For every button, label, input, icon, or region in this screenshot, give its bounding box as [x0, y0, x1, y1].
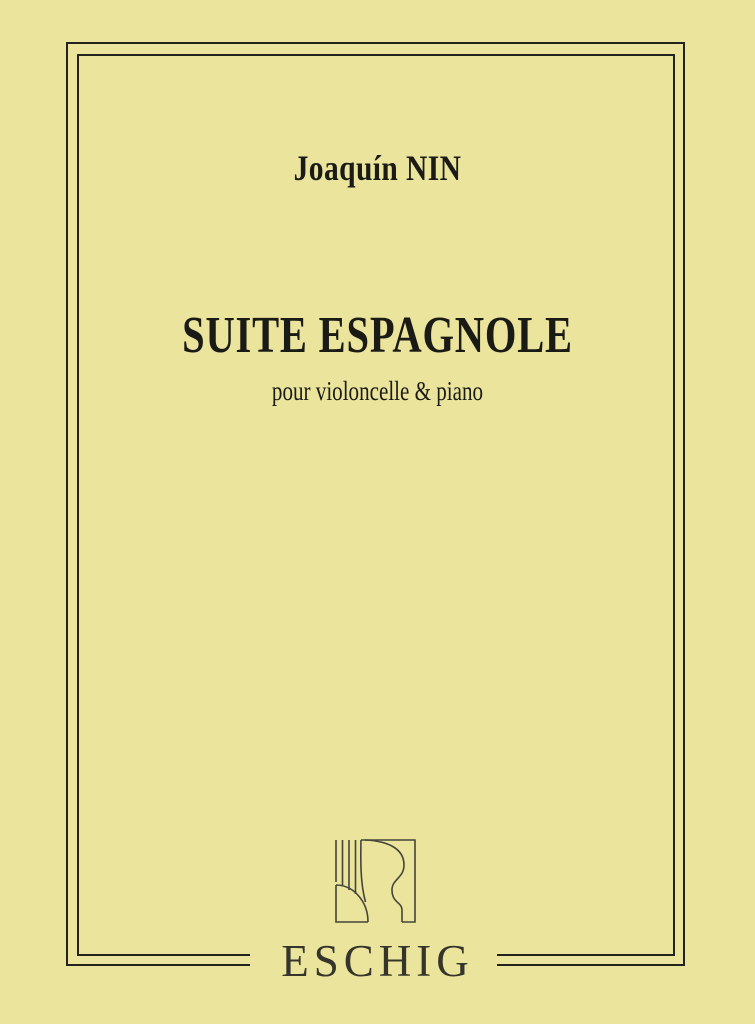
logo-neck-curve — [361, 840, 366, 902]
instrumentation-subtitle: pour violoncelle & piano — [271, 376, 484, 406]
logo-body-curve — [365, 840, 404, 922]
composer-name: Joaquín NIN — [293, 148, 462, 188]
eschig-harp-logo-icon — [335, 832, 417, 923]
publisher-name: ESCHIG — [281, 936, 474, 986]
work-title: SUITE ESPAGNOLE — [182, 307, 573, 364]
logo-frame — [361, 840, 415, 922]
inner-border-rule — [78, 55, 674, 955]
